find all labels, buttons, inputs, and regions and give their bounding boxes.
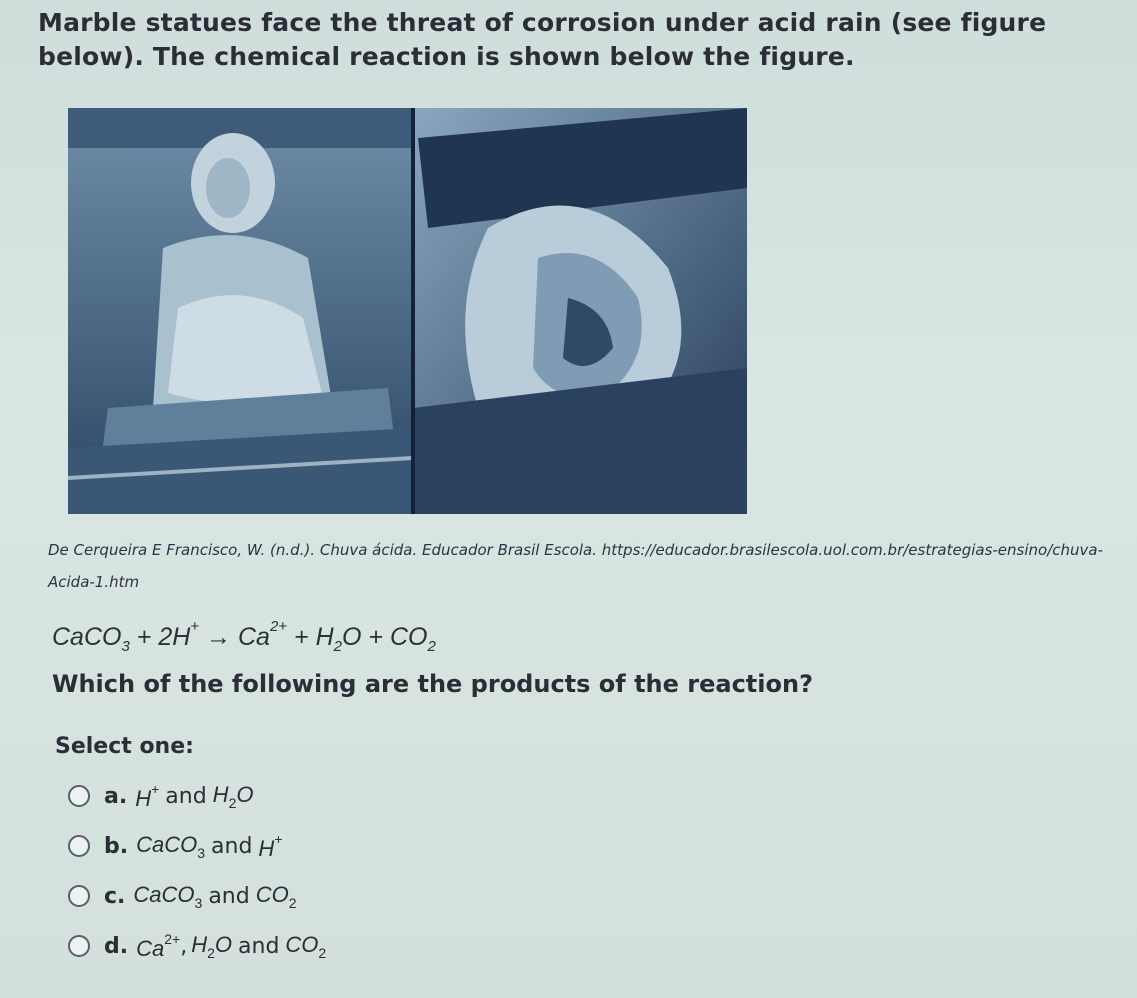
- product-water: $H_2O$: [315, 623, 362, 655]
- select-one-label: Select one:: [55, 734, 194, 759]
- option-d[interactable]: d. $Ca^{2+}$ , $H_2O$ and $CO_2$: [68, 926, 326, 966]
- statue-photo-image: [68, 108, 747, 514]
- option-b[interactable]: b. CaCO$_3$ and H+: [68, 826, 283, 866]
- question-intro: Marble statues face the threat of corrosion under acid rain (see figure below). The chemical reaction is shown below the figure.: [38, 8, 1047, 71]
- reactant-h-ion: 2H+: [158, 618, 200, 651]
- option-c[interactable]: c. CaCO$_3$ and $CO_2$: [68, 876, 297, 916]
- option-a[interactable]: a. H+ and $H_2O$: [68, 776, 253, 816]
- option-d-radio[interactable]: [68, 935, 90, 957]
- figure-citation: De Cerqueira E Francisco, W. (n.d.). Chuva ácida. Educador Brasil Escola. https://educador.brasilescola.uol.com.br/estrategias-ensino/chuva-Acida-1.htm: [48, 541, 1103, 591]
- option-c-radio[interactable]: [68, 885, 90, 907]
- reaction-arrow: →: [206, 623, 232, 651]
- product-ca-ion: $Ca^{2+}$: [237, 618, 288, 651]
- option-a-radio[interactable]: [68, 785, 90, 807]
- option-b-radio[interactable]: [68, 835, 90, 857]
- reactant-caco3: CaCO$_3$: [52, 623, 130, 655]
- question-prompt: Which of the following are the products of the reaction?: [52, 670, 813, 698]
- product-co2: $CO_2$: [389, 623, 436, 655]
- reaction-equation: CaCO$_3$ + $2H^+ \to Ca^{2+} + H_2O + CO_2$: [52, 618, 436, 655]
- statue-figure: [68, 108, 747, 514]
